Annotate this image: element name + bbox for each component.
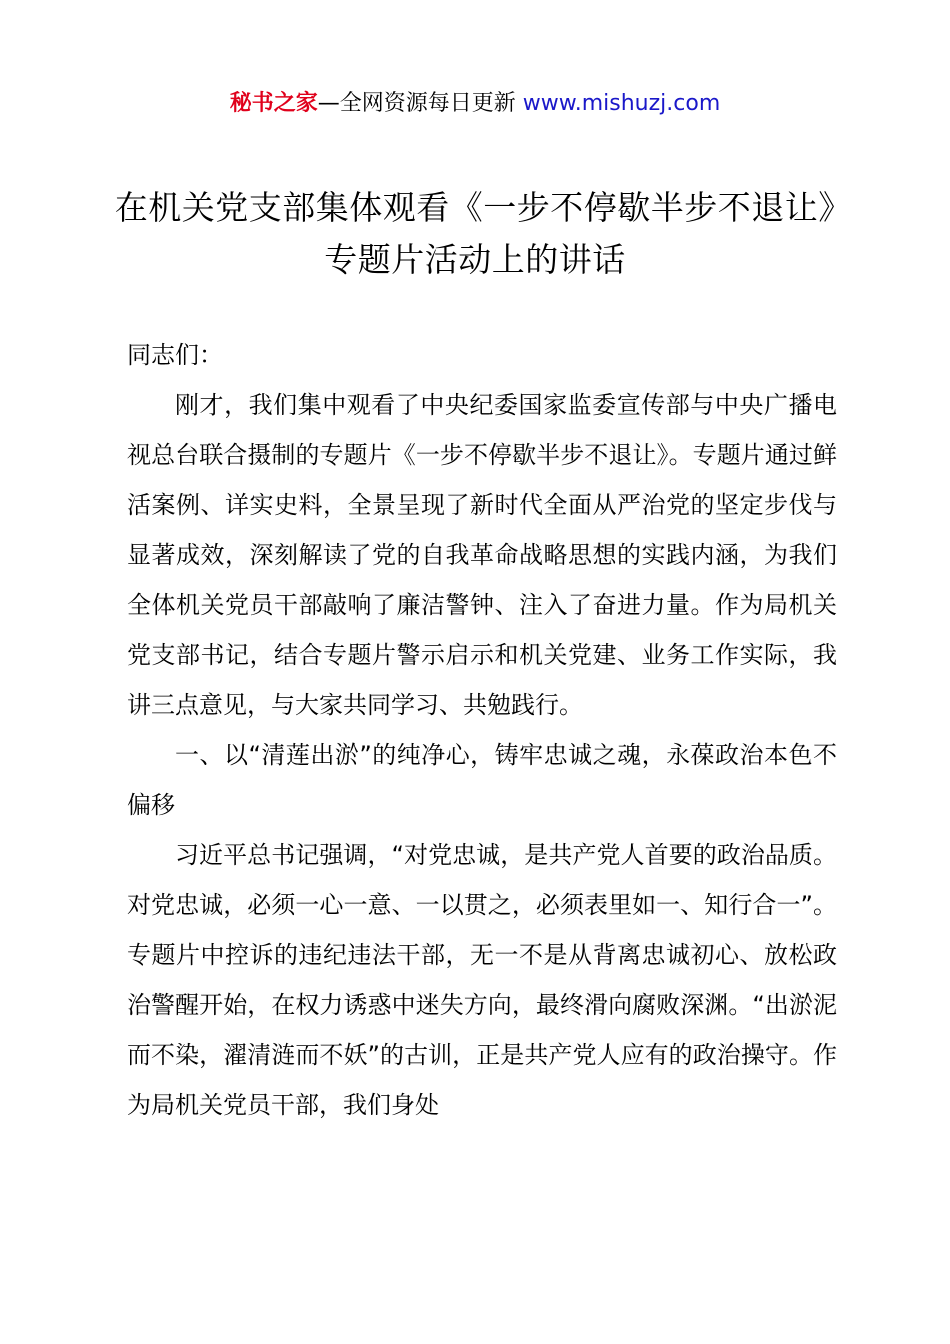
document-body — [127, 330, 837, 1130]
brand-name: 秘书之家 — [229, 91, 318, 116]
document-title: 在机关党支部集体观看《一步不停歇半步不退让》专题片活动上的讲话 — [114, 188, 836, 279]
header-tagline: —全网资源每日更新 — [317, 91, 523, 116]
site-url-link[interactable]: www.mishuzj.com — [522, 91, 721, 116]
paragraph-intro: 刚才，我们集中观看了中央纪委国家监委宣传部与中央广播电视总台联合摄制的专题片《一步不停歇半步不退让》。专题片通过鲜活案例、详实史料，全景呈现了新时代全面从严治党的坚定步伐与显著成效，深刻解读了党的自我革命战略思想的实践内涵，为我们全体机关党员干部敲响了廉洁警钟、注入了奋进力量。作为局机关党支部书记，结合专题片警示启示和机关党建、业务工作实际，我讲三点意见，与大家共同学习、共勉践行。 — [127, 391, 837, 719]
site-header — [0, 88, 950, 120]
section-heading-1: 一、以“清莲出淤”的纯净心，铸牢忠诚之魂，永葆政治本色不偏移 — [127, 741, 837, 819]
salutation: 同志们： — [127, 341, 223, 369]
paragraph-section-1: 习近平总书记强调，“对党忠诚，是共产党人首要的政治品质。对党忠诚，必须一心一意、一以贯之，必须表里如一、知行合一”。专题片中控诉的违纪违法干部，无一不是从背离忠诚初心、放松政治警醒开始，在权力诱惑中迷失方向，最终滑向腐败深渊。“出淤泥而不染，濯清涟而不妖”的古训，正是共产党人应有的政治操守。作为局机关党员干部，我们身处 — [127, 841, 837, 1119]
